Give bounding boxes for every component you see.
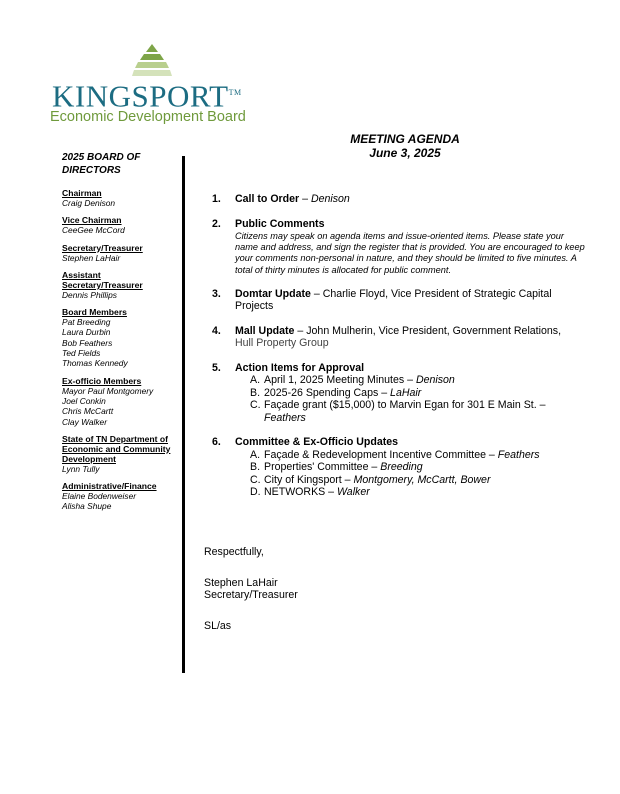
initials: SL/as [204,619,232,632]
agenda-item [212,362,587,425]
logo-subtitle: Economic Development Board [50,109,246,125]
subitem-letter: C. [250,399,261,412]
agenda-subitem [235,461,587,474]
board-role-group [62,215,182,235]
agenda-item-dash: – [294,324,307,337]
agenda-item-title: Action Items for Approval [235,361,365,374]
agenda-heading [320,132,490,160]
board-member-name: Joel Conkin [62,395,106,406]
subitem-presenter: Feathers [497,448,540,461]
subitem-presenter: Walker [337,486,370,499]
board-member-name: Dennis Phillips [62,289,117,300]
closing-block [204,546,298,632]
board-role-title: Board Members [62,307,127,318]
agenda-item-dash: – [299,193,311,205]
agenda-item-dash: – [310,287,323,300]
subitem-text: City of Kingsport – [264,473,354,486]
board-role-title: Ex-officio Members [62,375,142,386]
subitem-letter: B. [250,461,261,474]
subitem-presenter: Denison [415,374,455,387]
agenda-item-line [235,362,587,375]
agenda-item-line [235,325,587,338]
agenda-item-detail: Denison [310,193,350,205]
agenda-item-number: 3. [212,287,221,300]
board-member-name: Thomas Kennedy [62,358,128,369]
agenda-item-number: 1. [212,193,221,205]
tree-logo-icon [132,44,172,80]
agenda-item-detail-continued: Hull Property Group [235,337,329,350]
board-member-name: Elaine Bodenweiser [62,491,137,502]
board-role-group [62,243,182,263]
subitem-text: April 1, 2025 Meeting Minutes – [264,374,416,387]
board-member-name: Ted Fields [62,348,101,359]
vertical-divider [182,156,185,673]
agenda-items [212,193,587,511]
agenda-subitem [235,399,587,424]
board-role-title: Secretary/Treasurer [62,242,143,253]
subitem-text: 2025-26 Spending Caps – [264,386,391,399]
board-member-name: Laura Durbin [62,327,111,338]
board-role-group [62,481,182,512]
agenda-item-description: Citizens may speak on agenda items and issue-oriented items. Please state your name and address, and sign the register that is provided. You are encouraged to keep your comments non-personal in nature, and they should be limited to five minutes. A total of thirty minutes is allocated for public comment. [235,231,585,275]
salutation: Respectfully, [204,546,264,558]
subitem-letter: A. [250,374,261,387]
agenda-item-number: 5. [212,361,221,374]
agenda-item-title: Domtar Update [235,287,311,300]
agenda-item-title: Public Comments [235,217,325,230]
agenda-item [212,325,587,350]
signature-block [204,577,298,602]
signer-title: Secretary/Treasurer [204,589,298,601]
board-role-title: Administrative/Finance [62,481,157,492]
subitem-presenter: LaHair [390,386,422,399]
subitem-presenter: Feathers [264,411,306,424]
subitem-text: NETWORKS – [264,486,337,499]
subitem-presenter: Montgomery, McCartt, Bower [353,473,491,486]
agenda-subitem [235,474,587,487]
board-member-name: Craig Denison [62,198,116,208]
agenda-item [212,436,587,499]
board-member-name: CeeGee McCord [62,225,125,236]
subitem-letter: C. [250,473,261,486]
agenda-item [212,193,587,206]
agenda-item-title: Call to Order [235,193,300,205]
subitem-text: Properties' Committee – [264,461,381,474]
board-member-name: Clay Walker [62,416,107,427]
board-of-directors-sidebar [62,151,182,519]
agenda-item-line [235,193,587,206]
agenda-item-line [235,288,587,313]
page-title: MEETING AGENDA [350,132,460,146]
kingsport-logo [48,44,258,126]
agenda-item [212,218,587,276]
board-member-name: Mayor Paul Montgomery [62,385,154,396]
board-role-title: Chairman [62,188,102,198]
subitem-text: Façade grant ($15,000) to Marvin Egan for 301 E Main St. – [264,399,546,412]
agenda-item-detail: John Mulherin, Vice President, Government Relations, [306,324,562,337]
board-role-group [62,434,182,474]
agenda-item-line [235,218,587,231]
agenda-item-detail: Charlie Floyd, Vice President of Strategic Capital Projects [235,287,552,313]
sidebar-title: 2025 BOARD OF DIRECTORS [62,152,141,176]
board-role-title: Assistant Secretary/Treasurer [62,269,143,290]
agenda-item-number: 6. [212,436,221,449]
board-member-name: Chris McCartt [62,406,114,417]
agenda-item-title: Mall Update [235,324,295,337]
subitem-text: Façade & Redevelopment Incentive Committee – [264,448,498,461]
agenda-subitem [235,486,587,499]
subitem-presenter: Breeding [380,461,423,474]
subitem-letter: A. [250,448,261,461]
board-member-name: Pat Breeding [62,317,111,328]
agenda-subitem [235,387,587,400]
agenda-item [212,288,587,313]
subitem-letter: D. [250,486,261,499]
subitem-letter: B. [250,386,261,399]
agenda-item-line [235,436,587,449]
signer-name: Stephen LaHair [204,576,278,589]
board-role-group [62,307,182,368]
logo-wordmark: KINGSPORT™ [52,78,242,114]
board-role-group [62,188,182,208]
board-role-group [62,376,182,427]
agenda-item-number: 4. [212,324,221,337]
board-member-name: Bob Feathers [62,337,113,348]
agenda-item-number: 2. [212,217,221,230]
board-role-title: Vice Chairman [62,215,122,226]
board-role-group [62,270,182,300]
board-role-title: State of TN Department of Economic and Community Development [62,433,171,464]
board-member-name: Alisha Shupe [62,501,112,512]
agenda-subitem [235,449,587,462]
board-member-name: Lynn Tully [62,463,100,474]
agenda-item-title: Committee & Ex-Officio Updates [235,436,399,449]
meeting-date: June 3, 2025 [369,146,441,160]
agenda-subitem [235,374,587,387]
board-member-name: Stephen LaHair [62,252,121,263]
trademark: TM [228,88,242,97]
